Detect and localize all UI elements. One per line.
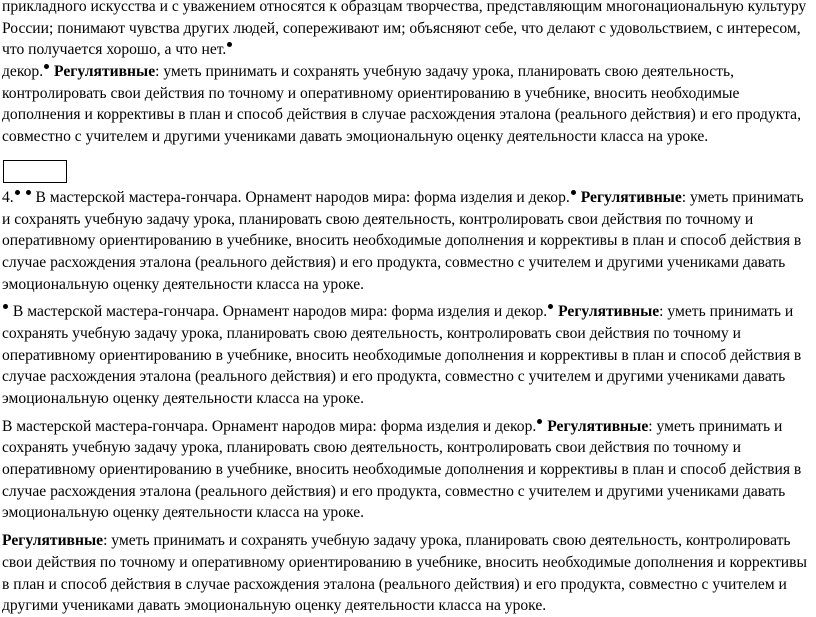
text-segment: декор. xyxy=(2,63,44,81)
text-line xyxy=(2,39,814,61)
paragraph-1 xyxy=(2,0,814,61)
text-line: эмоциональную оценку деятельности класса на уроке. xyxy=(2,275,365,293)
text-line xyxy=(2,530,814,552)
empty-frame-box xyxy=(3,160,67,183)
text-segment: В мастерской мастера-гончара. Орнамент народов мира: форма изделия и декор. xyxy=(9,303,548,321)
text-line xyxy=(2,187,814,209)
text-segment: В мастерской мастера-гончара. Орнамент народов мира: форма изделия и декор. xyxy=(2,417,537,435)
text-line: оперативному ориентированию в учебнике, вносить необходимые дополнения и коррективы в план и способ действия в xyxy=(2,346,802,364)
paragraph-4 xyxy=(2,301,814,409)
text-line xyxy=(2,61,814,83)
term-regulative: Регулятивные xyxy=(558,303,660,321)
term-regulative: Регулятивные xyxy=(580,188,682,206)
text-line: совместно с учителем и другими учениками давать эмоциональную оценку деятельности класса на уроке. xyxy=(2,128,709,146)
list-number: 4. xyxy=(2,188,14,206)
paragraph-3 xyxy=(2,187,814,295)
bullet-icon xyxy=(3,304,8,309)
term-regulative: Регулятивные xyxy=(54,63,156,81)
bullet-icon xyxy=(26,190,31,195)
text-line: другими учениками давать эмоциональную оценку деятельности класса на уроке. xyxy=(2,597,547,615)
bullet-icon xyxy=(548,304,553,309)
text-line: и сохранять учебную задачу урока, планировать свою деятельность, контролировать свои действия по точному и xyxy=(2,210,754,228)
text-segment: что получается хорошо, а что нет. xyxy=(2,41,227,59)
text-line: оперативному ориентированию в учебнике, вносить необходимые дополнения и коррективы в план и способ действия в xyxy=(2,232,802,250)
paragraph-6 xyxy=(2,530,814,617)
text-line xyxy=(2,416,814,438)
term-regulative: Регулятивные xyxy=(2,532,104,550)
text-line: России; понимают чувства других людей, сопереживают им; объясняют себе, что делают с удовольствием, с интересом, xyxy=(2,19,801,37)
text-segment: : уметь принимать и xyxy=(659,303,794,321)
text-line: дополнения и коррективы в план и способ действия в случае расхождения эталона (реального действия) и его продукта, xyxy=(2,106,801,124)
text-line: прикладного искусства и с уважением относятся к образцам творчества, представляющим многонациональную культуру xyxy=(2,0,807,15)
text-line: контролировать свои действия по точному и оперативному ориентированию в учебнике, вносить необходимые xyxy=(2,84,740,102)
bullet-icon xyxy=(537,419,542,424)
text-segment: : уметь принимать и xyxy=(648,417,783,435)
bullet-icon xyxy=(44,64,49,69)
text-line: сохранять учебную задачу урока, планировать свою деятельность, контролировать свои действия по точному и xyxy=(2,439,741,457)
text-line xyxy=(2,301,814,323)
text-line: случае расхождения эталона (реального действия) и его продукта, совместно с учителем и другими учениками давать xyxy=(2,368,786,386)
bullet-icon xyxy=(227,42,232,47)
text-segment: : уметь принимать и сохранять учебную задачу урока, планировать свою деятельность, xyxy=(155,63,735,81)
bullet-icon xyxy=(15,190,20,195)
text-line: случае расхождения эталона (реального действия) и его продукта, совместно с учителем и другими учениками давать xyxy=(2,253,786,271)
text-line: эмоциональную оценку деятельности класса на уроке. xyxy=(2,504,365,522)
text-line: случае расхождения эталона (реального действия) и его продукта, совместно с учителем и другими учениками давать xyxy=(2,482,786,500)
text-segment: : уметь принимать и сохранять учебную задачу урока, планировать свою деятельность, контролировать xyxy=(103,532,791,550)
bullet-icon xyxy=(571,190,576,195)
paragraph-5 xyxy=(2,416,814,524)
text-line: оперативному ориентированию в учебнике, вносить необходимые дополнения и коррективы в план и способ действия в xyxy=(2,461,802,479)
text-line: свои действия по точному и оперативному ориентированию в учебнике, вносить необходимые дополнения и коррективы xyxy=(2,553,807,571)
text-line: в план и способ действия в случае расхождения эталона (реального действия) и его продукта, совместно с учителем и xyxy=(2,575,787,593)
term-regulative: Регулятивные xyxy=(547,417,649,435)
text-line: сохранять учебную задачу урока, планировать свою деятельность, контролировать свои действия по точному и xyxy=(2,324,741,342)
text-line: эмоциональную оценку деятельности класса на уроке. xyxy=(2,390,365,407)
text-segment: : уметь принимать xyxy=(681,188,804,206)
text-segment: В мастерской мастера-гончара. Орнамент народов мира: форма изделия и декор. xyxy=(31,188,570,206)
paragraph-2 xyxy=(2,61,814,148)
